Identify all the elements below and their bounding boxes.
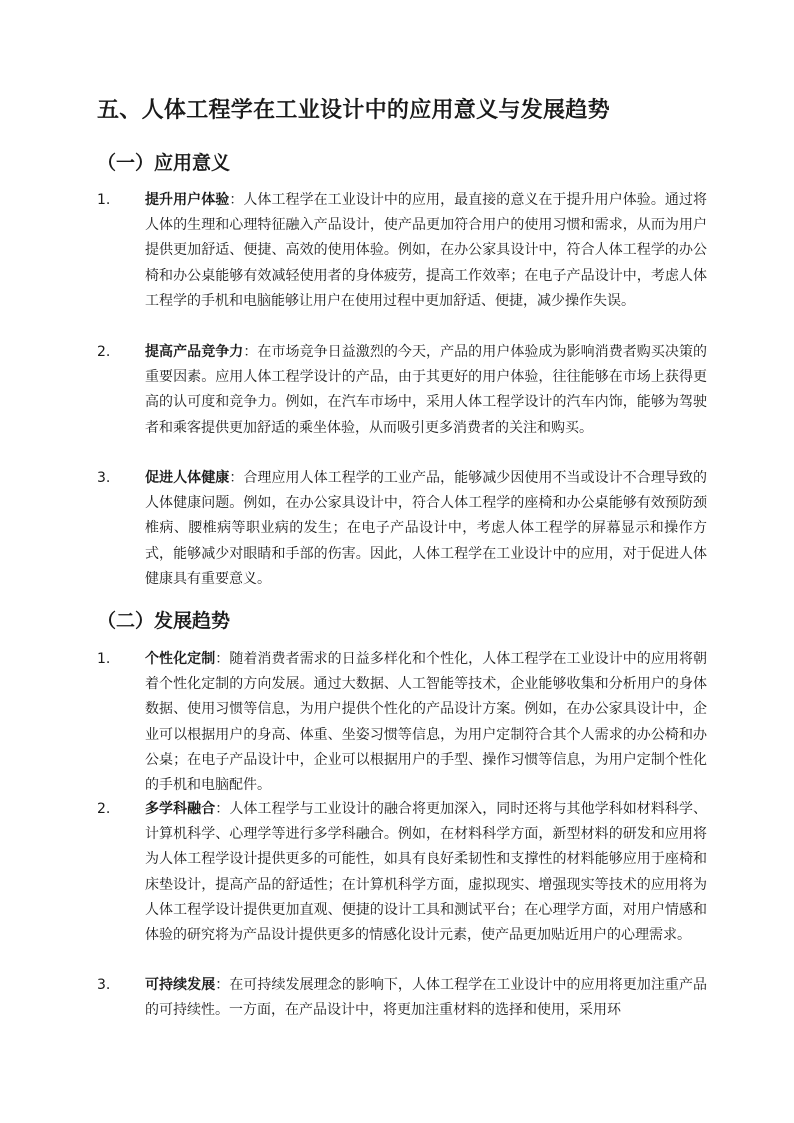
list-item-term: 提升用户体验: [145, 192, 230, 208]
list-number: 1.: [97, 192, 111, 208]
subsection-heading-trends: （二）发展趋势: [97, 610, 231, 632]
list-item-term: 促进人体健康: [145, 470, 230, 486]
list-number: 3.: [97, 470, 111, 486]
list-item-body: ：合理应用人体工程学的工业产品，能够减少因使用不当或设计不合理导致的人体健康问题。例如，在办公家具设计中，符合人体工程学的座椅和办公桌能够有效预防颈椎病、腰椎病等职业病的发生；在电子产品设计中，考虑人体工程学的屏幕显示和操作方式，能够减少对眼睛和手部的伤害。因此，人体工程学在工业设计中的应用，对于促进人体健康具有重要意义。: [145, 470, 708, 587]
list-item-term: 提高产品竞争力: [145, 344, 244, 360]
list-item: [97, 340, 707, 441]
list-item: [97, 797, 707, 948]
subsection-heading-meaning: （一）应用意义: [97, 152, 231, 174]
list-item-body: ：在市场竞争日益激烈的今天，产品的用户体验成为影响消费者购买决策的重要因素。应用人体工程学设计的产品，由于其更好的用户体验，往往能够在市场上获得更高的认可度和竞争力。例如，在汽车市场中，采用人体工程学设计的汽车内饰，能够为驾驶者和乘客提供更加舒适的乘坐体验，从而吸引更多消费者的关注和购买。: [145, 344, 707, 436]
list-number: 1.: [97, 651, 111, 667]
list-item-text: [145, 466, 707, 592]
list-item-text: [145, 797, 707, 948]
list-number: 3.: [97, 977, 111, 993]
list-item-term: 多学科融合: [145, 801, 216, 817]
list-item: [97, 188, 707, 314]
list-item-text: [145, 973, 707, 1023]
list-item-body: ：在可持续发展理念的影响下，人体工程学在工业设计中的应用将更加注重产品的可持续性。一方面，在产品设计中，将更加注重材料的选择和使用，采用环: [145, 977, 708, 1019]
list-item: [97, 466, 707, 592]
list-item-body: ：人体工程学与工业设计的融合将更加深入，同时还将与其他学科如材料科学、计算机科学、心理学等进行多学科融合。例如，在材料科学方面，新型材料的研发和应用将为人体工程学设计提供更多的可能性，如具有良好柔韧性和支撑性的材料能够应用于座椅和床垫设计，提高产品的舒适性；在计算机科学方面，虚拟现实、增强现实等技术的应用将为人体工程学设计提供更加直观、便捷的设计工具和测试平台；在心理学方面，对用户情感和体验的研究将为产品设计提供更多的情感化设计元素，使产品更加贴近用户的心理需求。: [145, 801, 708, 944]
list-number: 2.: [97, 344, 111, 360]
list-item-text: [145, 188, 707, 314]
list-item-term: 个性化定制: [145, 651, 216, 667]
list-item-text: [145, 647, 707, 798]
list-item-body: ：人体工程学在工业设计中的应用，最直接的意义在于提升用户体验。通过将人体的生理和心理特征融入产品设计，使产品更加符合用户的使用习惯和需求，从而为用户提供更加舒适、便捷、高效的使用体验。例如，在办公家具设计中，符合人体工程学的办公椅和办公桌能够有效减轻使用者的身体疲劳，提高工作效率；在电子产品设计中，考虑人体工程学的手机和电脑能够让用户在使用过程中更加舒适、便捷，减少操作失误。: [145, 192, 708, 309]
list-item-body: ：随着消费者需求的日益多样化和个性化，人体工程学在工业设计中的应用将朝着个性化定制的方向发展。通过大数据、人工智能等技术，企业能够收集和分析用户的身体数据、使用习惯等信息，为用户提供个性化的产品设计方案。例如，在办公家具设计中，企业可以根据用户的身高、体重、坐姿习惯等信息，为用户定制符合其个人需求的办公椅和办公桌；在电子产品设计中，企业可以根据用户的手型、操作习惯等信息，为用户定制个性化的手机和电脑配件。: [145, 651, 708, 794]
list-number: 2.: [97, 801, 111, 817]
section-title: 五、人体工程学在工业设计中的应用意义与发展趋势: [97, 98, 610, 123]
list-item: [97, 647, 707, 798]
list-item-term: 可持续发展: [145, 977, 216, 993]
list-item: [97, 973, 707, 1023]
list-item-text: [145, 340, 707, 441]
